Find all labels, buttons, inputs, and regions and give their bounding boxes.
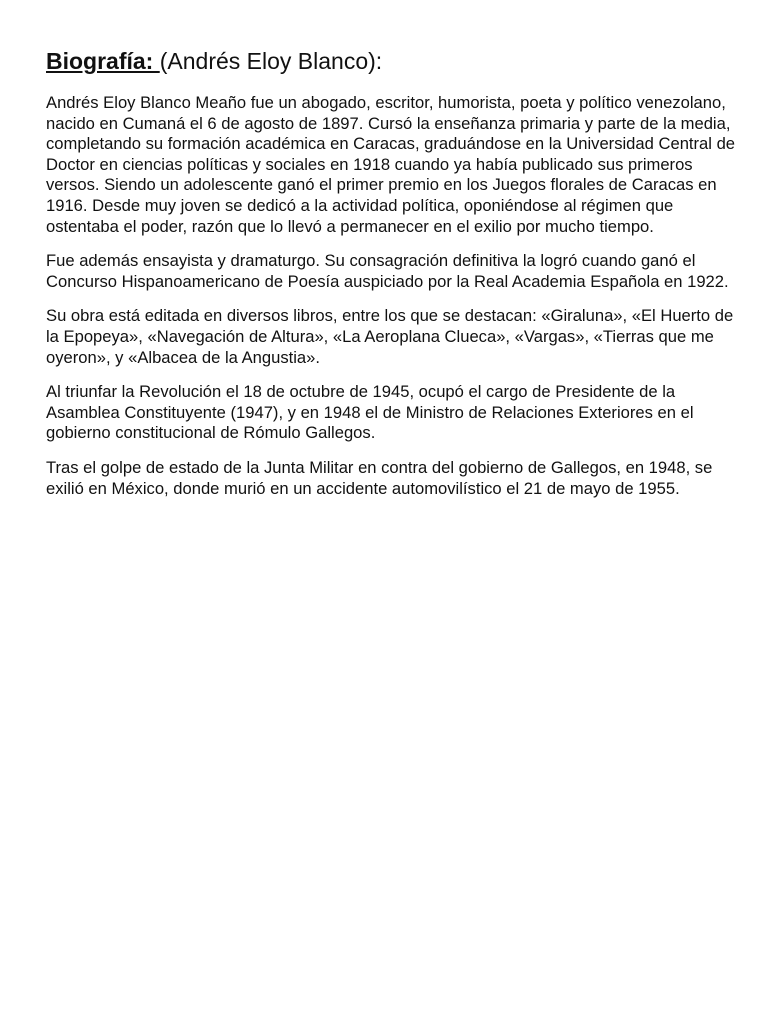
title-label: Biografía: [46,48,160,74]
paragraph-3: Su obra está editada en diversos libros, entre los que se destacan: «Giraluna», «El Huerto de la Epopeya», «Navegación de Altura», «La Aeroplana Clueca», «Vargas», «Tierras que me oyeron», y «Albacea de la Angustia». [46,306,734,367]
document-page [46,46,736,513]
title-subject: (Andrés Eloy Blanco): [159,48,383,74]
paragraph-5: Tras el golpe de estado de la Junta Militar en contra del gobierno de Gallegos, en 1948, se exilió en México, donde murió en un accidente automovilístico el 21 de mayo de 1955. [46,457,713,498]
paragraph-2: Fue además ensayista y dramaturgo. Su consagración definitiva la logró cuando ganó el Concurso Hispanoamericano de Poesía auspiciado por la Real Academia Española en 1922. [46,251,729,291]
paragraph-1: Andrés Eloy Blanco Meaño fue un abogado, escritor, humorista, poeta y político venezolano, nacido en Cumaná el 6 de agosto de 1897. Cursó la enseñanza primaria y parte de la media, completando su formación académica en Caracas, graduándose en la Universidad Central de Doctor en ciencias políticas y sociales en 1918 cuando ya había publicado sus primeros versos. Siendo un adolescente ganó el primer premio en los Juegos florales de Caracas en 1916. Desde muy joven se dedicó a la actividad política, oponiéndose al régimen que ostentaba el poder, razón que lo llevó a permanecer en el exilio por mucho tiempo. [46,93,736,236]
paragraph-4: Al triunfar la Revolución el 18 de octubre de 1945, ocupó el cargo de Presidente de la Asamblea Constituyente (1947), y en 1948 el de Ministro de Relaciones Exteriores en el gobierno constitucional de Rómulo Gallegos. [46,382,694,443]
page-title [46,46,736,76]
